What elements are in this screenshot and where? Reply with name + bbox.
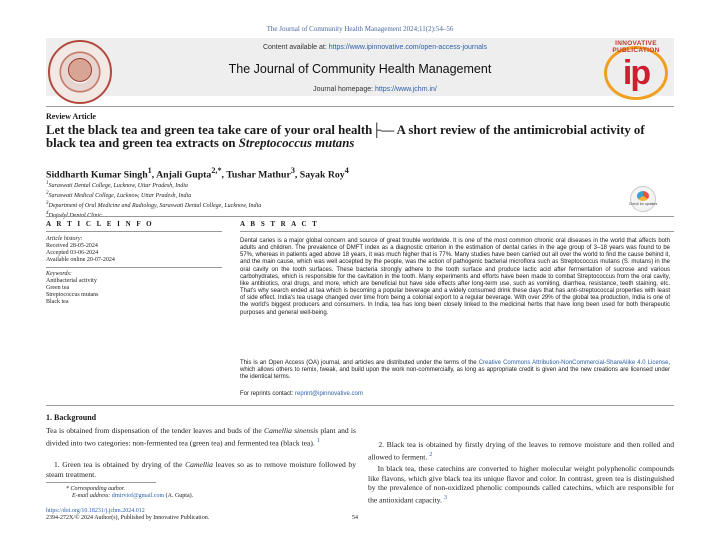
text-run: Tea is obtained from dispensation of the tender leaves and buds of the <box>46 426 265 435</box>
email-line <box>72 493 193 499</box>
body-paragraph <box>46 426 356 448</box>
abstract-text: Dental caries is a major global concern and source of great trouble worldwide. It is one of the most common chronic oral diseases in the world that affects both adults and children. The prevalence of DMFT index as a diagnostic criterion in the estimation of dental caries in the age group of 3–18 years was found to be 57%, whereas in patients aged above 18 years, it was much higher that is 77%. Many studies have been carried out all over the world to find the cause behind it, and the main cause, which was well accepted by the people, was the action of pathogenic bacterial microflora such as Streptococcus mutans (S. mutans) in the oral cavity on the tooth surfaces. These bacteria strongly adhere to the tooth surface and produce lactic acid after fermentation of sucrose and various carbohydrates, which is responsible for the cavitation in the tooth. Many experiments and efforts have been made to combat Streptococcus from the oral cavity, like antibiotics, oral drugs, and more, which are beneficial but have side effects after long-term use, such as vomiting, diarrhea, resistance, teeth staining, etc. That's why search ended at tea which is becoming a popular beverage and a widely consumed drink these days that has anti-streptococcal properties with least of side effect. India's tea usage changed over time from being a colonial export to a regular beverage. With over 29% of the global tea production, India is one of the world's biggest producers and consumers. In India, tea has long been closely linked to the medicinal herbs that have long been used for both therapeutic purposes and general well-being. <box>240 238 670 316</box>
license-text-a: This is an Open Access (OA) journal, and articles are distributed under the terms of the <box>240 360 479 366</box>
email-suffix: (A. Gupta). <box>164 493 194 499</box>
author-sup: 4 <box>344 166 349 175</box>
affiliation-item <box>46 200 261 210</box>
check-updates-label: Check for updates <box>628 202 658 206</box>
reprints-label: For reprints contact: <box>240 391 296 397</box>
text-run: leaves so as to remove moisture followed by steam treatment. <box>46 460 357 479</box>
divider <box>46 106 674 107</box>
running-head: The Journal of Community Health Management 2024;11(2):54–56 <box>266 25 454 33</box>
author-sup: 2,* <box>211 166 222 175</box>
affiliation-sup: 3 <box>46 201 49 206</box>
species-name: Camellia <box>185 460 213 469</box>
check-updates-icon <box>637 191 649 201</box>
author-name: Tushar Mathur <box>226 169 291 181</box>
keyword-item: Antibacterial activity <box>46 278 97 284</box>
affiliation-sup: 4 <box>46 211 49 216</box>
article-info-heading: A R T I C L E I N F O <box>46 220 154 228</box>
citation-link[interactable]: 2 <box>429 450 433 458</box>
keyword-item: Black tea <box>46 299 69 305</box>
email-link[interactable]: drnirviof@gmail.com <box>111 493 165 499</box>
text-run: In black tea, these catechins are converted to higher molecular weight polyphenolic compounds like flavons, which give black tea its unique flavor and color. In contrast, green tea is distinguished by the prevalence of non-oxidized phenolic compounds called catechins, which are responsible for the antioxidant capacity. <box>368 464 675 505</box>
divider <box>46 405 674 406</box>
homepage-url-link[interactable]: https://www.jchm.in/ <box>375 86 437 93</box>
body-paragraph <box>368 464 674 505</box>
species-name: Camellia sinensis <box>264 426 319 435</box>
keywords-label: Keywords: <box>46 271 72 277</box>
article-title <box>46 124 660 150</box>
license-text-b: , which allows others to remix, tweak, and build upon the work non-commercially, as long as appropriate credit is given and the new creations are licensed under the identical terms. <box>240 360 670 381</box>
keyword-item: Green tea <box>46 285 70 291</box>
affiliation-sup: 2 <box>46 191 49 196</box>
title-species: Streptococcus mutans <box>238 136 355 150</box>
body-paragraph <box>46 460 356 479</box>
available-url-link[interactable]: https://www.ipinnovative.com/open-access-journals <box>328 44 488 51</box>
author-name: Anjali Gupta <box>156 169 212 181</box>
text-run: 2. Black tea is obtained by firstly drying of the leaves to remove moisture and then rolled and allowed to ferment. <box>368 440 674 462</box>
reprints-line <box>240 391 363 397</box>
keyword-item: Streptococcus mutans <box>46 292 99 298</box>
affiliation-item <box>46 190 261 200</box>
abstract-heading: A B S T R A C T <box>240 220 319 228</box>
background-heading: 1. Background <box>46 413 97 422</box>
page-number: 54 <box>352 515 358 521</box>
divider <box>46 267 222 268</box>
affiliation-item <box>46 210 261 220</box>
author-name: Sayak Roy <box>299 169 345 181</box>
author-sup: 3 <box>290 166 295 175</box>
footnote-divider <box>46 482 156 483</box>
copyright-line: 2394-272X/© 2024 Author(s), Published by Innovative Publication. <box>46 515 210 521</box>
citation-link[interactable]: 1 <box>316 436 320 444</box>
history-label: Article history: <box>46 236 83 242</box>
body-paragraph <box>368 440 674 462</box>
article-type: Review Article <box>46 112 96 121</box>
affiliations <box>46 180 261 220</box>
history-online: Available online 20-07-2024 <box>46 257 115 263</box>
affiliation-item <box>46 180 261 190</box>
divider <box>46 231 222 232</box>
license-link[interactable]: Creative Commons Attribution-NonCommercial-ShareAlike 4.0 License <box>478 360 669 366</box>
history-received: Received 28-05-2024 <box>46 243 98 249</box>
history-accepted: Accepted 03-06-2024 <box>46 250 99 256</box>
citation-link[interactable]: 3 <box>443 493 448 501</box>
reprints-email-link[interactable]: reprint@ipinnovative.com <box>295 391 363 397</box>
author-sup: 1 <box>147 166 152 175</box>
author-list: Siddharth Kumar Singh$^1$, Anjali Gupta$^{2,*}$, Tushar Mathur$^3$, Sayak Roy$^4$ <box>46 166 349 181</box>
corresponding-author-note: * Corresponding author. <box>66 486 125 492</box>
email-label: E-mail address: <box>72 493 112 499</box>
text-run: 1. Green tea is obtained by drying of the <box>53 460 186 469</box>
affiliation-text: Department of Oral Medicine and Radiology, Saraswati Dental College, Lucknow, India <box>48 203 262 209</box>
title-main: Let the black tea and green tea take care of your oral health├— A short review of the antimicrobial activity of black tea and green tea extracts on <box>46 123 645 150</box>
affiliation-text: Saraswati Medical College, Lucknow, Uttar Pradesh, India <box>48 193 192 199</box>
doi-link[interactable]: https://doi.org/10.18231/j.jchm.2024.012 <box>46 508 145 514</box>
license-text <box>240 360 670 381</box>
available-prefix: Content available at: <box>262 44 329 51</box>
publisher-logo-arc-text: INNOVATIVE PUBLICATION <box>612 40 660 54</box>
affiliation-text: Saraswati Dental College, Lucknow, Uttar Pradesh, India <box>48 183 188 189</box>
journal-name: The Journal of Community Health Management <box>228 62 492 76</box>
divider <box>240 231 674 232</box>
text-run: plant and is divided into two categories: non-fermented tea (green tea) and fermented tea (black tea). <box>46 426 356 448</box>
author-name: Siddharth Kumar Singh <box>46 169 148 181</box>
affiliation-sup: 1 <box>46 181 49 186</box>
publisher-logo: ip <box>622 54 650 92</box>
divider <box>46 216 674 217</box>
homepage-prefix: Journal homepage: <box>313 86 376 93</box>
